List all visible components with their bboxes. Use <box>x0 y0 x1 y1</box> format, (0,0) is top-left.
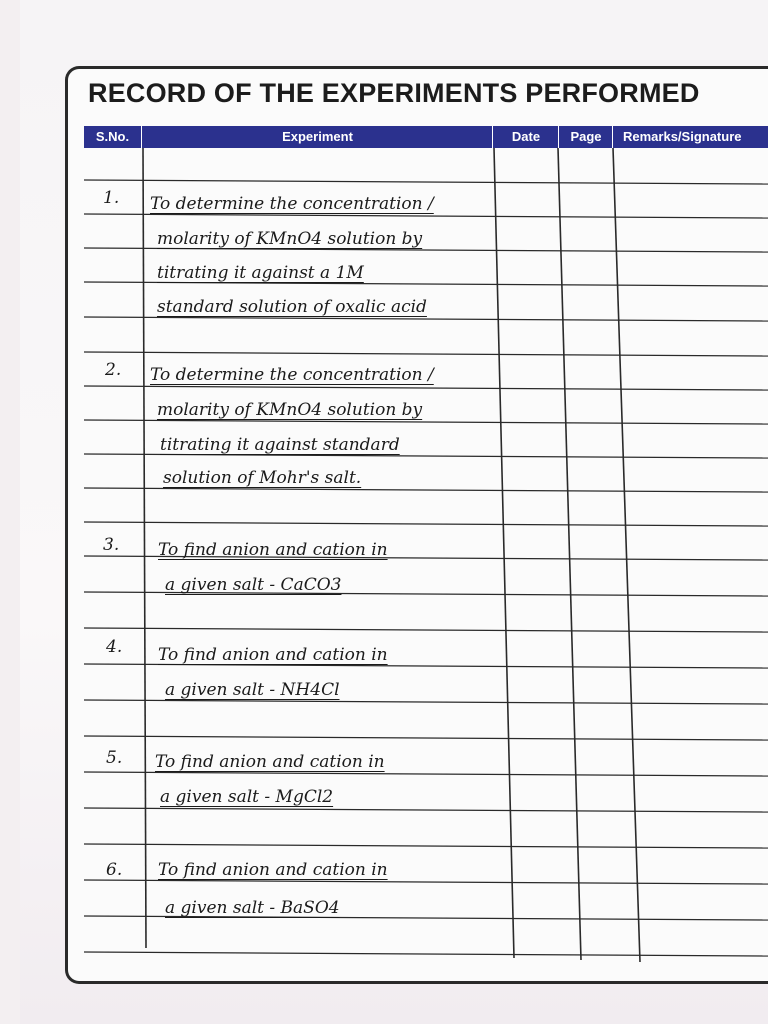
row-6-line-2: a given salt - BaSO4 <box>165 898 340 918</box>
ruled-line-10 <box>84 488 768 492</box>
column-header-experiment: Experiment <box>141 126 493 148</box>
row-1-line-3: titrating it against a 1M <box>157 263 364 283</box>
row-3-line-2: a given salt - CaCO3 <box>165 575 342 595</box>
row-2-line-1: To determine the concentration / <box>150 365 434 385</box>
page-title: RECORD OF THE EXPERIMENTS PERFORMED <box>88 78 700 108</box>
ruled-line-23 <box>84 952 768 956</box>
column-header-date: Date <box>492 126 559 148</box>
ruled-line-2 <box>84 214 768 218</box>
row-6-sno: 6. <box>106 860 123 880</box>
row-1-line-1: To determine the concentration / <box>150 194 434 214</box>
row-5-line-2: a given salt - MgCl2 <box>160 787 334 807</box>
row-2-line-2: molarity of KMnO4 solution by <box>157 400 423 420</box>
ruled-line-16 <box>84 700 768 704</box>
ruled-line-17 <box>84 736 768 740</box>
ruled-line-5 <box>84 317 768 321</box>
row-6-line-1: To find anion and cation in <box>158 860 388 880</box>
column-rule-page <box>613 148 640 962</box>
ruled-line-6 <box>84 352 768 356</box>
ruled-line-1 <box>84 180 768 184</box>
ruled-line-11 <box>84 522 768 526</box>
ruled-line-20 <box>84 844 768 848</box>
row-4-line-2: a given salt - NH4Cl <box>165 680 340 700</box>
ruled-line-21 <box>84 880 768 884</box>
column-rule-date <box>558 148 581 960</box>
row-5-sno: 5. <box>106 748 123 768</box>
row-2-line-3: titrating it against standard <box>160 435 400 455</box>
ruled-line-19 <box>84 808 768 812</box>
row-2-line-4: solution of Mohr's salt. <box>163 468 362 488</box>
column-rule-experiment <box>494 148 514 958</box>
row-1-sno: 1. <box>103 188 120 208</box>
column-header-sno: S.No. <box>95 129 130 144</box>
row-4-sno: 4. <box>106 637 123 657</box>
row-4-line-1: To find anion and cation in <box>158 645 388 665</box>
row-1-line-4: standard solution of oxalic acid <box>157 297 427 317</box>
ruled-line-18 <box>84 772 768 776</box>
row-1-line-2: molarity of KMnO4 solution by <box>157 229 423 249</box>
ruled-line-7 <box>84 386 768 390</box>
column-header-page: Page <box>558 126 613 148</box>
column-rule-sno <box>143 148 146 948</box>
ruled-line-8 <box>84 420 768 424</box>
row-3-line-1: To find anion and cation in <box>158 540 388 560</box>
ruled-line-14 <box>84 628 768 632</box>
row-3-sno: 3. <box>103 535 120 555</box>
row-5-line-1: To find anion and cation in <box>155 752 385 772</box>
row-2-sno: 2. <box>105 360 122 380</box>
column-header-remarks: Remarks/Signature <box>612 126 768 148</box>
